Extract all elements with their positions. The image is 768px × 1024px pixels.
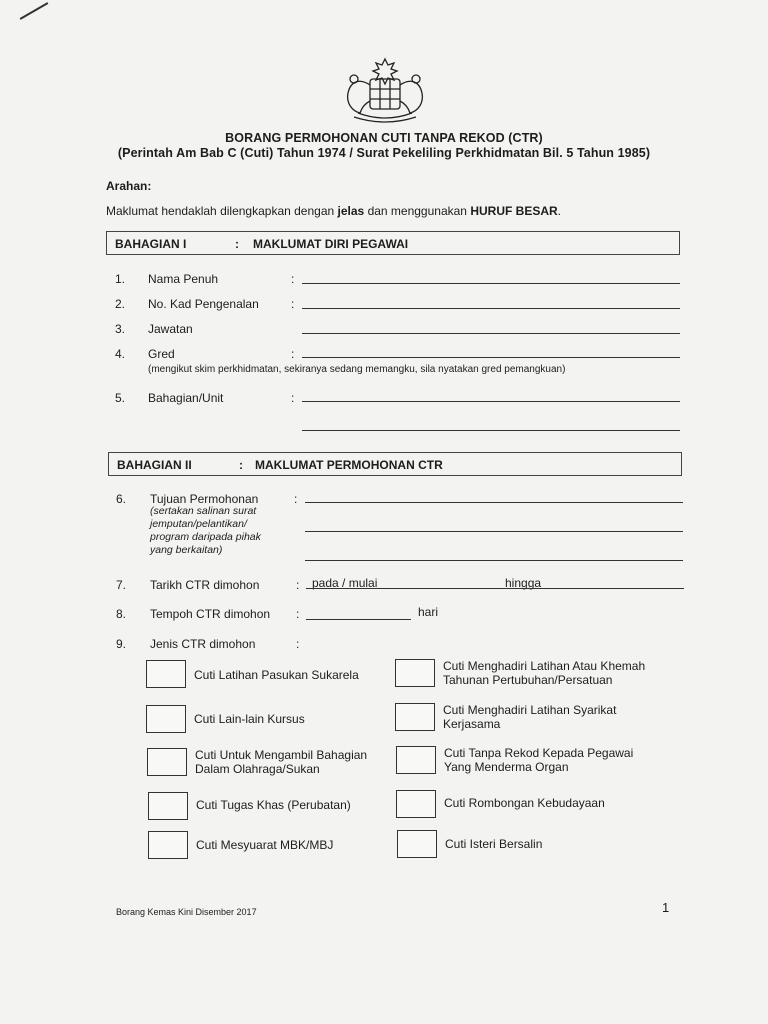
option-label: Cuti Latihan Pasukan Sukarela (194, 668, 359, 682)
section-1-colon: : (235, 237, 239, 251)
date-from-label: pada / mulai (312, 576, 378, 590)
field-num: 7. (116, 578, 127, 592)
tujuan-field-line3[interactable] (305, 560, 683, 561)
tujuan-note: (sertakan salinan surat jemputan/pelantikan/ program daripada pihak yang berkaitan) (150, 505, 261, 556)
tempoh-field[interactable] (306, 619, 411, 620)
option-label: Cuti Mesyuarat MBK/MBJ (196, 838, 334, 852)
field-label-nama: Nama Penuh (148, 272, 219, 286)
gred-field[interactable] (302, 357, 680, 358)
option-label: Cuti Tugas Khas (Perubatan) (196, 798, 351, 812)
checkbox-mesyuarat-mbk-mbj[interactable] (148, 831, 188, 859)
field-colon: : (291, 347, 295, 361)
field-label-jenis: Jenis CTR dimohon (150, 637, 256, 651)
section-1-header (106, 231, 680, 255)
section-2-label: BAHAGIAN II (117, 458, 192, 472)
field-num: 2. (115, 297, 126, 311)
kad-pengenalan-field[interactable] (302, 308, 680, 309)
field-colon: : (296, 607, 300, 621)
section-2-title: MAKLUMAT PERMOHONAN CTR (255, 458, 443, 472)
instructions-heading: Arahan: (106, 179, 152, 193)
field-num: 5. (115, 391, 126, 405)
section-2-header (108, 452, 682, 476)
field-colon: : (296, 637, 300, 651)
nama-penuh-field[interactable] (302, 283, 680, 284)
option-label: Cuti Untuk Mengambil Bahagian Dalam Olahraga/Sukan (195, 748, 368, 776)
field-label-tarikh: Tarikh CTR dimohon (150, 578, 260, 592)
instructions-text: Maklumat hendaklah dilengkapkan dengan jelas dan menggunakan HURUF BESAR. (106, 204, 562, 218)
duration-unit: hari (418, 605, 439, 619)
checkbox-lain-lain-kursus[interactable] (146, 705, 186, 733)
option-label: Cuti Tanpa Rekod Kepada Pegawai Yang Menderma Organ (444, 746, 634, 774)
date-to-label: hingga (505, 576, 542, 590)
bahagian-unit-field-line2[interactable] (302, 430, 680, 431)
footer-note: Borang Kemas Kini Disember 2017 (116, 907, 257, 917)
checkbox-tugas-khas-perubatan[interactable] (148, 792, 188, 820)
field-num: 9. (116, 637, 127, 651)
option-label: Cuti Menghadiri Latihan Syarikat Kerjasama (443, 703, 617, 731)
field-label-kad: No. Kad Pengenalan (148, 297, 259, 311)
checkbox-latihan-syarikat-kerjasama[interactable] (395, 703, 435, 731)
field-num: 1. (115, 272, 126, 286)
bahagian-unit-field[interactable] (302, 401, 680, 402)
field-num: 3. (115, 322, 126, 336)
section-1-title: MAKLUMAT DIRI PEGAWAI (253, 237, 409, 251)
section-1-label: BAHAGIAN I (115, 237, 187, 251)
field-label-gred: Gred (148, 347, 175, 361)
field-colon: : (296, 578, 300, 592)
field-num: 8. (116, 607, 127, 621)
field-label-jawatan: Jawatan (148, 322, 193, 336)
checkbox-menderma-organ[interactable] (396, 746, 436, 774)
jawatan-field[interactable] (302, 333, 680, 334)
form-subtitle: (Perintah Am Bab C (Cuti) Tahun 1974 / Surat Pekeliling Perkhidmatan Bil. 5 Tahun 1985) (117, 146, 651, 160)
checkbox-rombongan-kebudayaan[interactable] (396, 790, 436, 818)
field-label-tempoh: Tempoh CTR dimohon (150, 607, 271, 621)
option-label: Cuti Lain-lain Kursus (194, 712, 305, 726)
field-label-bahagian: Bahagian/Unit (148, 391, 224, 405)
field-colon: : (291, 391, 295, 405)
field-num: 6. (116, 492, 127, 506)
field-colon: : (294, 492, 298, 506)
tarikh-field[interactable] (306, 588, 684, 589)
page-number: 1 (662, 900, 670, 915)
option-label: Cuti Isteri Bersalin (445, 837, 543, 851)
tujuan-field-line2[interactable] (305, 531, 683, 532)
gred-note: (mengikut skim perkhidmatan, sekiranya sedang memangku, sila nyatakan gred pemangkuan) (148, 364, 566, 375)
field-colon: : (291, 297, 295, 311)
checkbox-latihan-khemah-tahunan[interactable] (395, 659, 435, 687)
section-2-colon: : (239, 458, 243, 472)
form-title: BORANG PERMOHONAN CUTI TANPA REKOD (CTR) (225, 131, 543, 145)
field-colon: : (291, 272, 295, 286)
checkbox-latihan-pasukan-sukarela[interactable] (146, 660, 186, 688)
field-label-tujuan: Tujuan Permohonan (150, 492, 259, 506)
option-label: Cuti Rombongan Kebudayaan (444, 796, 605, 810)
field-num: 4. (115, 347, 126, 361)
pen-mark (20, 2, 48, 19)
option-label: Cuti Menghadiri Latihan Atau Khemah Tahunan Pertubuhan/Persatuan (443, 659, 646, 687)
tujuan-field-line1[interactable] (305, 502, 683, 503)
coat-of-arms-icon (340, 55, 430, 127)
checkbox-isteri-bersalin[interactable] (397, 830, 437, 858)
checkbox-olahraga-sukan[interactable] (147, 748, 187, 776)
